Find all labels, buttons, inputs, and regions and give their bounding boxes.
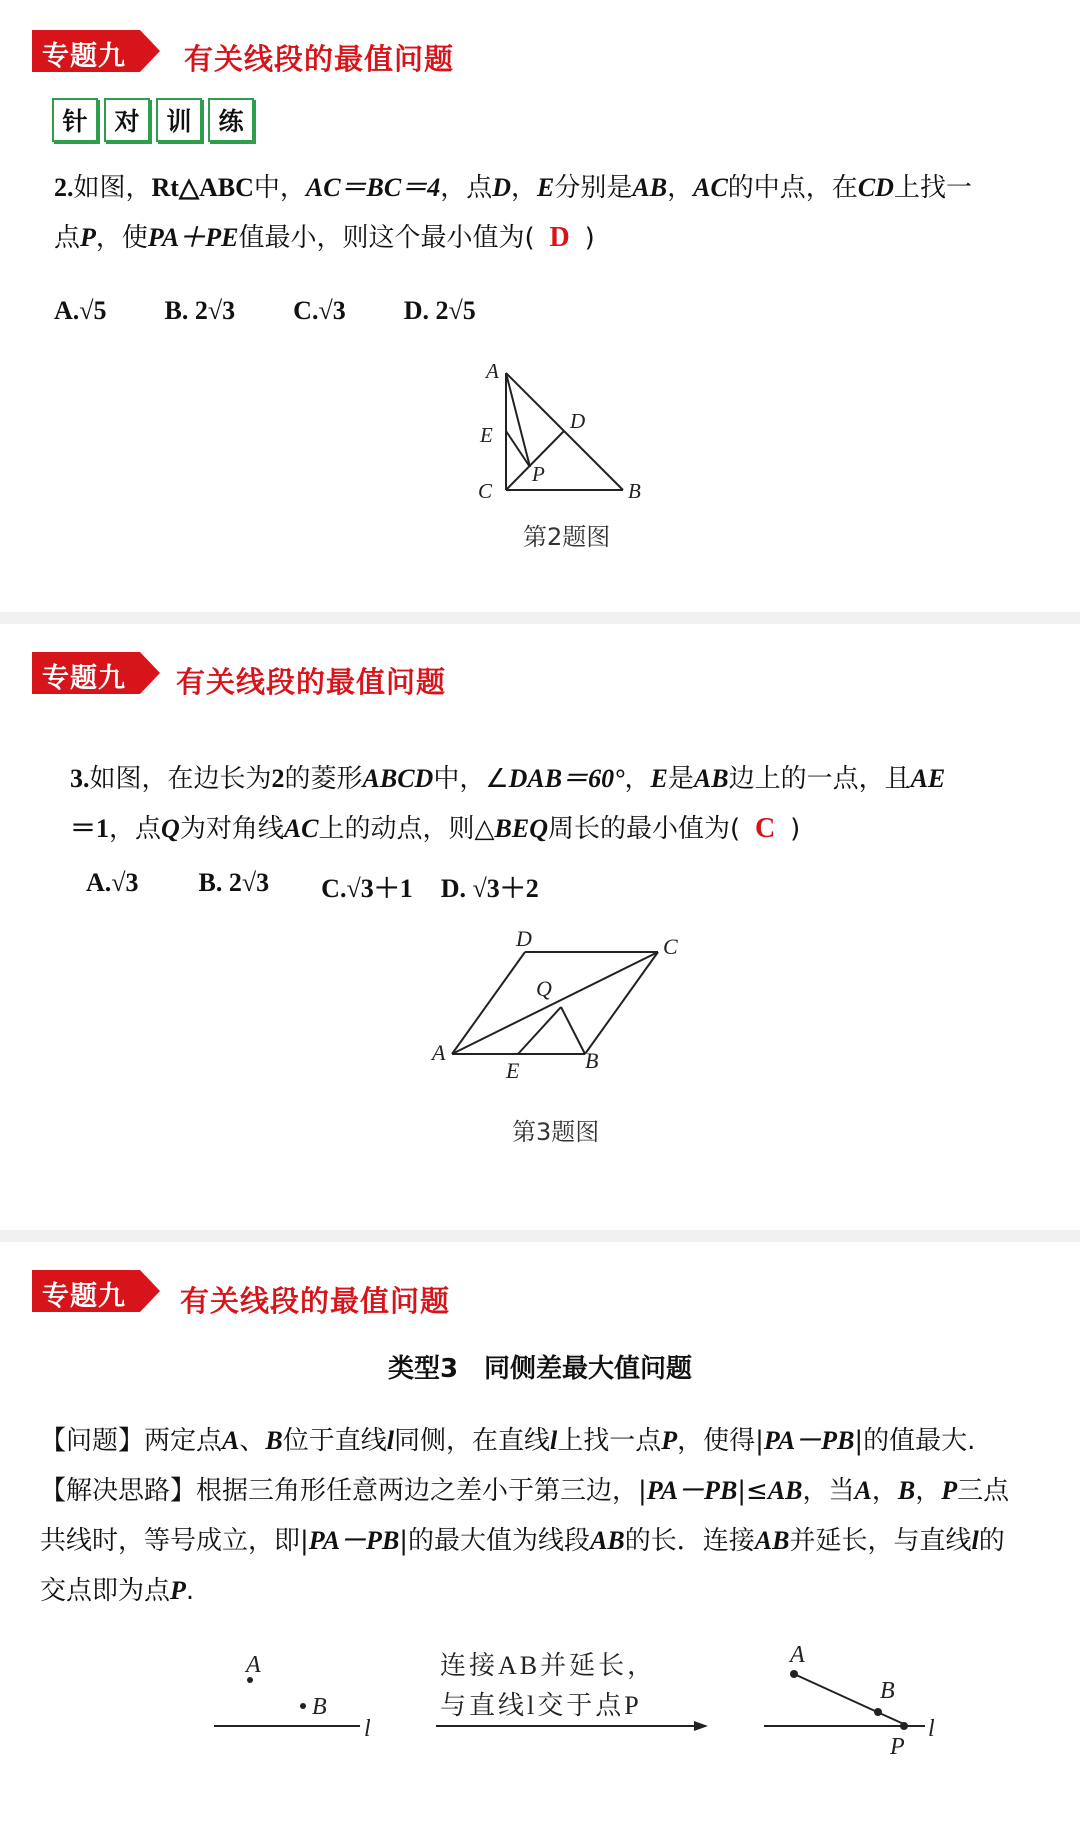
topic-title: 有关线段的最值问题	[184, 42, 455, 76]
solution-line: 【解决思路】根据三角形任意两边之差小于第三边，|PA－PB|≤AB，当A，B，P三点	[40, 1476, 1010, 1506]
transform-arrow	[436, 1651, 708, 1731]
topic-title: 有关线段的最值问题	[180, 1284, 451, 1318]
fig-label: l	[364, 1716, 371, 1742]
option: D. 2√5	[403, 296, 476, 325]
q3-options	[86, 868, 597, 905]
fig-line	[585, 952, 658, 1054]
fig-label: A	[432, 1040, 446, 1065]
arrow-text-line1: 连接AB并延长，	[440, 1651, 657, 1680]
card-question-3	[0, 624, 1080, 1230]
topic-badge	[32, 1270, 160, 1312]
fig-label: B	[585, 1048, 599, 1073]
topic-title: 有关线段的最值问题	[176, 665, 447, 699]
fig-label: C	[663, 934, 678, 959]
q3-answer: C	[755, 813, 776, 844]
fig-label: B	[312, 1694, 327, 1720]
option: B. 2√3	[198, 868, 270, 897]
fig-line	[518, 1007, 561, 1054]
paragraph-problem: 【问题】两定点A、B位于直线l同侧，在直线l上找一点P，使得|PA－PB|的值最大.	[40, 1426, 976, 1456]
option: A.√3	[86, 868, 139, 897]
fig-label: P	[890, 1734, 905, 1760]
q2-options	[54, 296, 534, 326]
type3-diagram	[0, 1632, 1080, 1782]
badge-text: 专题九	[42, 663, 126, 694]
left-figure	[214, 1652, 371, 1742]
point-b	[874, 1708, 882, 1716]
q2-line1: 2.如图，Rt△ABC中，AC＝BC＝4，点D，E分别是AB，AC的中点，在CD上找一	[54, 173, 972, 203]
fig-label: B	[628, 479, 641, 503]
fig-line	[452, 952, 525, 1054]
option: A.√5	[54, 296, 107, 325]
card-question-2	[0, 0, 1080, 612]
point-p	[900, 1722, 908, 1730]
section-divider	[0, 1230, 1080, 1242]
fig-label: E	[480, 423, 493, 447]
fig-label: E	[506, 1058, 520, 1083]
paragraph-solution	[40, 1466, 1050, 1616]
fig-label: A	[246, 1652, 261, 1678]
q3-line2: ＝1，点Q为对角线AC上的动点，则△BEQ周长的最小值为( C )	[70, 804, 1050, 854]
fig-label: P	[532, 462, 545, 486]
fig-label: B	[880, 1678, 895, 1704]
drill-char: 对	[104, 98, 150, 142]
q2-figure	[470, 355, 670, 505]
topic-badge	[32, 30, 160, 72]
drill-char: 训	[156, 98, 202, 142]
fig-line	[506, 373, 530, 467]
solution-line: 共线时，等号成立，即|PA－PB|的最大值为线段AB的长．连接AB并延长，与直线l的	[40, 1526, 1005, 1556]
fig-label: Q	[536, 976, 552, 1001]
point-b	[300, 1703, 306, 1709]
point-a	[790, 1670, 798, 1678]
card-type3	[0, 1242, 1080, 1845]
solution-line: 交点即为点P.	[40, 1576, 195, 1606]
option: C.√3	[293, 296, 346, 325]
badge-text: 专题九	[42, 1281, 126, 1312]
option: B. 2√3	[164, 296, 236, 325]
fig-label: A	[790, 1642, 805, 1668]
badge-text: 专题九	[42, 41, 126, 72]
q2-line2: 点P，使PA＋PE值最小，则这个最小值为( D )	[54, 213, 1044, 263]
q2-caption: 第2题图	[523, 523, 611, 551]
q3-line1: 3.如图，在边长为2的菱形ABCD中，∠DAB＝60°，E是AB边上的一点，且AE	[70, 764, 946, 794]
fig-label: D	[516, 926, 532, 951]
drill-char: 针	[52, 98, 98, 142]
q3-text	[70, 754, 1050, 854]
option: D. √3＋2	[440, 874, 539, 903]
q3-figure	[420, 924, 690, 1084]
drill-char: 练	[208, 98, 254, 142]
q3-caption: 第3题图	[512, 1118, 600, 1146]
fig-label: l	[928, 1716, 935, 1742]
drill-label	[52, 98, 260, 142]
arrow-text-line2: 与直线l交于点P	[440, 1691, 642, 1720]
fig-line	[561, 1007, 585, 1054]
topic-badge	[32, 652, 160, 694]
right-figure	[764, 1642, 935, 1760]
fig-label: C	[478, 479, 493, 503]
fig-line	[452, 952, 658, 1054]
option: C.√3＋1	[321, 874, 413, 903]
q2-text	[54, 163, 1044, 263]
q2-answer: D	[549, 222, 570, 253]
section-heading: 类型3 同侧差最大值问题	[387, 1354, 693, 1384]
fig-label: A	[486, 359, 499, 383]
section-divider	[0, 612, 1080, 624]
fig-label: D	[570, 409, 586, 433]
